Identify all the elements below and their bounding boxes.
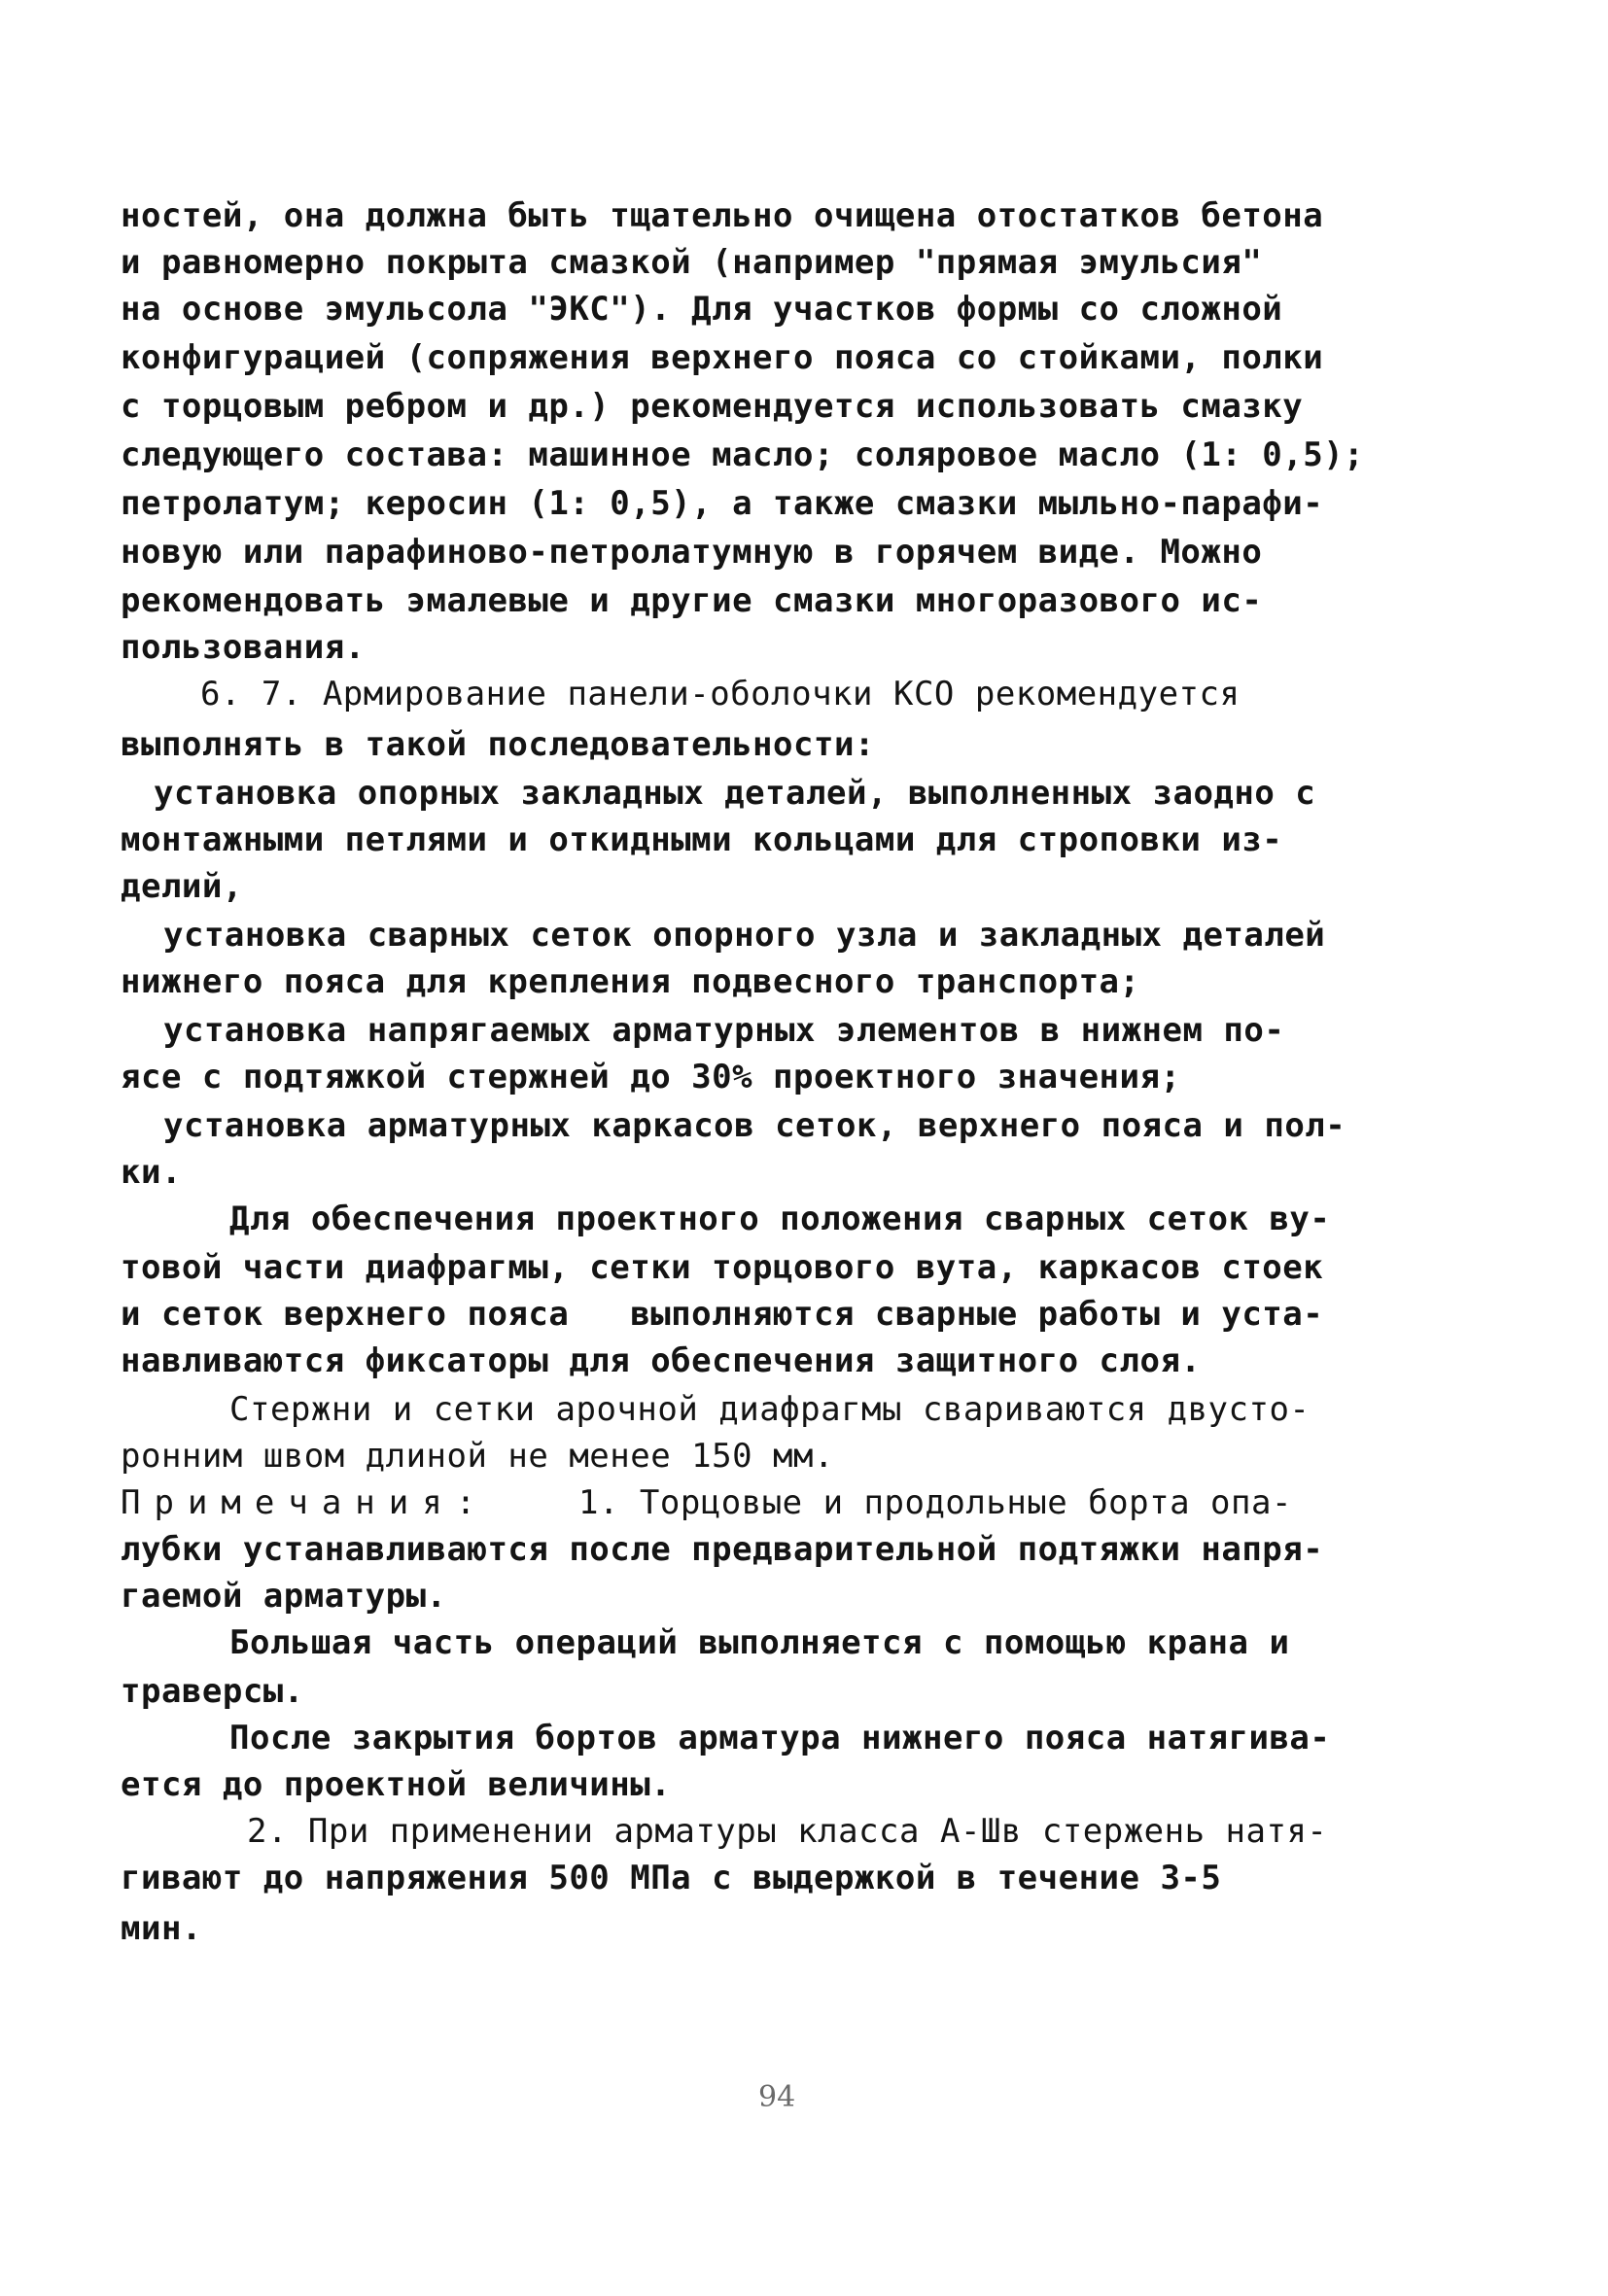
text-line: ностей, она должна быть тщательно очищена отостатков бетона: [121, 196, 1324, 235]
text-line: пользования.: [121, 628, 366, 667]
text-line: лубки устанавливаются после предварительной подтяжки напря-: [121, 1530, 1324, 1569]
text-line: рекомендовать эмалевые и другие смазки многоразового ис-: [121, 581, 1263, 620]
text-line: 2. При применении арматуры класса А-Шв стержень натя-: [247, 1812, 1328, 1851]
list-item: установка напрягаемых арматурных элементов в нижнем по-: [163, 1011, 1285, 1050]
text-line: конфигурацией (сопряжения верхнего пояса со стойками, полки: [121, 338, 1324, 377]
text-line: ется до проектной величины.: [121, 1765, 672, 1804]
text-line: и сеток верхнего пояса выполняются сварные работы и уста-: [121, 1295, 1324, 1334]
text-line: навливаются фиксаторы для обеспечения защитного слоя.: [121, 1341, 1202, 1380]
text-line: ки.: [121, 1153, 182, 1192]
text-line: 1. Торцовые и продольные борта опа-: [558, 1483, 1292, 1522]
text-line: ронним швом длиной не менее 150 мм.: [121, 1437, 834, 1476]
text-line: траверсы.: [121, 1672, 304, 1711]
text-line: ясе с подтяжкой стержней до 30% проектного значения;: [121, 1058, 1181, 1096]
text-line: монтажными петлями и откидными кольцами для строповки из-: [121, 820, 1283, 859]
notes-label: Примечания:: [121, 1483, 490, 1522]
text-line: делий,: [121, 867, 243, 906]
list-item: установка арматурных каркасов сеток, верхнего пояса и пол-: [163, 1106, 1346, 1145]
text-line: Стержни и сетки арочной диафрагмы свариваются двусто-: [229, 1390, 1311, 1429]
text-line: После закрытия бортов арматура нижнего пояса натягива-: [229, 1719, 1331, 1757]
list-item: установка опорных закладных деталей, выполненных заодно с: [154, 774, 1316, 813]
list-item: установка сварных сеток опорного узла и закладных деталей: [163, 916, 1326, 955]
text-line: Для обеспечения проектного положения сварных сеток ву-: [229, 1200, 1331, 1238]
section-heading: 6. 7. Армирование панели-оболочки КСО рекомендуется: [200, 675, 1241, 713]
text-line: на основе эмульсола "ЭКС"). Для участков формы со сложной: [121, 290, 1283, 329]
text-line: Большая часть операций выполняется с помощью крана и: [229, 1623, 1290, 1662]
text-line: выполнять в такой последовательности:: [121, 725, 875, 764]
text-line: новую или парафиново-петролатумную в горячем виде. Можно: [121, 533, 1263, 572]
text-line: мин.: [121, 1909, 202, 1948]
text-line: петролатум; керосин (1: 0,5), а также смазки мыльно-парафи-: [121, 484, 1324, 523]
page-number: 94: [758, 2080, 796, 2114]
text-line: товой части диафрагмы, сетки торцового вута, каркасов стоек: [121, 1248, 1324, 1287]
text-line: нижнего пояса для крепления подвесного транспорта;: [121, 962, 1140, 1001]
text-line: с торцовым ребром и др.) рекомендуется использовать смазку: [121, 387, 1304, 426]
text-line: гаемой арматуры.: [121, 1577, 447, 1616]
text-line: следующего состава: машинное масло; соляровое масло (1: 0,5);: [121, 435, 1365, 474]
text-line: гивают до напряжения 500 МПа с выдержкой в течение 3-5: [121, 1859, 1222, 1897]
text-line: и равномерно покрыта смазкой (например "прямая эмульсия": [121, 243, 1263, 282]
